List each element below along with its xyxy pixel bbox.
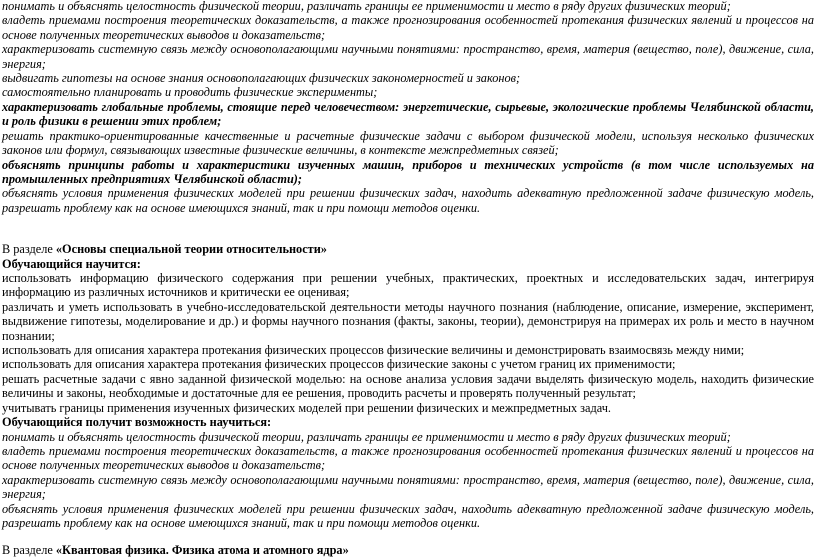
learns-heading: Обучающийся научится: <box>2 256 141 271</box>
text-line: понимать и объяснять целостность физической теории, различать границы ее применимости и место в ряду других физических теорий; <box>2 429 731 444</box>
text-line: разрешать проблему как на основе имеющихся знаний, так и при помощи методов оценки. <box>2 200 481 215</box>
opportunity-heading: Обучающийся получит возможность научиться: <box>2 415 272 430</box>
text-line: владеть приемами построения теоретических доказательств, а также прогнозирования особенностей протекания физических явлений и процессов на <box>2 443 814 458</box>
text-line: познании; <box>2 328 55 343</box>
text-line: использовать информацию физического содержания при решении учебных, практических, проектных и исследовательских задач, интегрируя <box>2 271 814 285</box>
section-title: «Основы специальной теории относительности» <box>55 242 327 257</box>
text-line: самостоятельно планировать и проводить физические эксперименты; <box>2 85 378 100</box>
text-line: учитывать границы применения изученных физических моделей при решении физических и межпредметных задач. <box>2 400 611 415</box>
text-line-bold: объяснять принципы работы и характеристики изученных машин, приборов и технических устройств (в том числе используемых на <box>2 157 814 172</box>
text-line-bold: характеризовать глобальные проблемы, стоящие перед человечеством: энергетические, сырьевые, экологические проблемы Челябинской области, <box>2 99 814 114</box>
text-line: характеризовать системную связь между основополагающими научными понятиями: пространство, время, материя (вещество, поле), движение, сила, <box>2 472 814 487</box>
text-line: решать расчетные задачи с явно заданной физической моделью: на основе анализа условия задачи выделять физическую модель, находить физические <box>2 371 814 386</box>
text-line-bold: и роль физики в решении этих проблем; <box>2 114 222 129</box>
text-line: решать практико-ориентированные качественные и расчетные физические задачи с выбором физической модели, используя несколько физических <box>2 128 814 143</box>
text-line: величины и законы, необходимые и достаточные для ее решения, проводить расчеты и проверять полученный результат; <box>2 386 636 401</box>
text-line: основе полученных теоретических выводов и доказательств; <box>2 458 326 473</box>
text-line: характеризовать системную связь между основополагающими научными понятиями: пространство, время, материя (вещество, поле), движение, сила, <box>2 42 814 57</box>
text-line: понимать и объяснять целостность физической теории, различать границы ее применимости и место в ряду других физических теорий; <box>2 0 731 13</box>
text-line: законов или формул, связывающих известные физические величины, в контексте межпредметных связей; <box>2 143 559 158</box>
text-line: основе полученных теоретических выводов и доказательств; <box>2 27 326 42</box>
section-title: «Квантовая физика. Физика атома и атомного ядра» <box>55 543 349 557</box>
text-line: выдвигать гипотезы на основе знания основополагающих физических закономерностей и законов; <box>2 71 521 86</box>
text-line: разрешать проблему как на основе имеющихся знаний, так и при помощи методов оценки. <box>2 515 481 530</box>
section-heading <box>2 544 814 557</box>
text-line: энергия; <box>2 487 46 502</box>
section-prefix: В разделе <box>2 242 56 257</box>
text-line: использовать для описания характера протекания физических процессов физические величины и демонстрировать взаимосвязь между ними; <box>2 343 745 358</box>
text-line: объяснять условия применения физических моделей при решении физических задач, находить адекватную предложенной задаче физическую модель, <box>2 186 814 201</box>
text-line: информацию из различных источников и критически ее оценивая; <box>2 285 350 300</box>
section-prefix: В разделе <box>2 543 56 557</box>
text-line: выдвижение гипотезы, моделирование и др.) и формы научного познания (факты, законы, теории), демонстрируя на примерах их роль и место в научном <box>2 314 814 329</box>
text-line-bold: промышленных предприятиях Челябинской области); <box>2 171 302 186</box>
text-line: различать и уметь использовать в учебно-исследовательской деятельности методы научного познания (наблюдение, описание, измерение, эксперимент, <box>2 299 814 314</box>
text-line: владеть приемами построения теоретических доказательств, а также прогнозирования особенностей протекания физических явлений и процессов на <box>2 13 814 28</box>
text-line: объяснять условия применения физических моделей при решении физических задач, находить адекватную предложенной задаче физическую модель, <box>2 501 814 516</box>
section-heading <box>2 243 814 256</box>
text-line: использовать для описания характера протекания физических процессов физические законы с учетом границ их применимости; <box>2 357 676 372</box>
text-line: энергия; <box>2 56 46 71</box>
